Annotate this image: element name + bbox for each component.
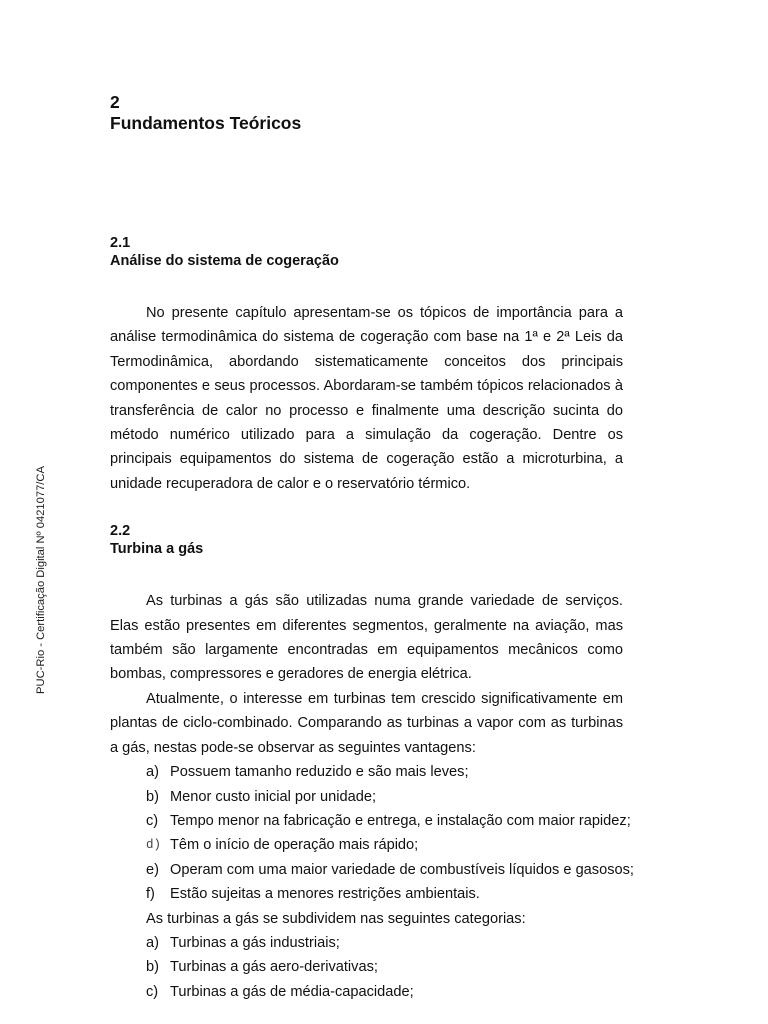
list-marker: b) [146, 959, 159, 976]
categories-intro: As turbinas a gás se subdividem nas seguintes categorias: [146, 910, 526, 927]
list-item-text: Têm o início de operação mais rápido; [170, 837, 419, 854]
list-marker: d) [146, 838, 162, 853]
paragraph-2-2-first: As turbinas a gás são utilizadas numa grande variedade de serviços. Elas estão presentes em diferentes segmentos, geralmente na aviação, mas também são largamente encontradas em equipamentos mecânicos como bombas, compressores e geradores de energia elétrica. [110, 593, 623, 683]
list-item [110, 858, 634, 882]
list-marker: b) [146, 788, 159, 805]
list-marker: f) [146, 886, 155, 903]
list-item-text: Menor custo inicial por unidade; [170, 788, 377, 805]
paragraph-2-1: No presente capítulo apresentam-se os tópicos de importância para a análise termodinâmica do sistema de cogeração com base na 1ª e 2ª Leis da Termodinâmica, abordando sistematicamente conceitos dos principais componentes e seus processos. Abordaram-se também tópicos relacionados à transferência de calor no processo e finalmente uma descrição sucinta do método numérico utilizado para a simulação da cogeração. Dentre os principais equipamentos do sistema de cogeração estão a microturbina, a unidade recuperadora de calor e o reservatório térmico. [110, 305, 623, 492]
section-number-2-2: 2.2 [110, 523, 131, 540]
document-page [110, 90, 634, 1004]
list-marker: c) [146, 812, 159, 829]
list-item-text: Operam com uma maior variedade de combustíveis líquidos e gasosos; [170, 861, 634, 878]
advantages-list [110, 760, 634, 906]
categories-list [110, 931, 623, 1004]
list-item [110, 785, 623, 809]
list-item [110, 955, 623, 979]
list-item [110, 809, 631, 833]
list-item [110, 833, 623, 857]
list-marker: a) [146, 934, 159, 951]
section-title-2-2: Turbina a gás [110, 541, 204, 558]
list-item-text: Turbinas a gás de média-capacidade; [170, 983, 414, 1000]
list-marker: a) [146, 764, 159, 781]
list-item-text: Tempo menor na fabricação e entrega, e instalação com maior rapidez; [170, 812, 631, 829]
list-item [110, 980, 623, 1004]
side-certification-stamp [32, 460, 50, 700]
list-item [110, 760, 623, 784]
chapter-number: 2 [110, 92, 120, 112]
chapter-title: Fundamentos Teóricos [110, 113, 302, 133]
list-item [110, 882, 623, 906]
list-marker: e) [146, 861, 159, 878]
list-item-text: Possuem tamanho reduzido e são mais leves; [170, 764, 469, 781]
list-marker: c) [146, 983, 159, 1000]
list-item-text: Turbinas a gás aero-derivativas; [170, 959, 378, 976]
list-item-text: Turbinas a gás industriais; [170, 934, 340, 951]
section-title-2-1: Análise do sistema de cogeração [110, 253, 339, 269]
paragraph-2-2-second: Atualmente, o interesse em turbinas tem crescido significativamente em plantas de ciclo-combinado. Comparando as turbinas a vapor com as turbinas a gás, nestas pode-se observar as seguintes vantagens: [110, 690, 623, 756]
list-item [110, 931, 623, 955]
side-stamp-text: PUC-Rio - Certificação Digital Nº 0421077/CA [35, 466, 47, 694]
list-item-text: Estão sujeitas a menores restrições ambientais. [170, 886, 480, 903]
section-number-2-1: 2.1 [110, 235, 131, 251]
